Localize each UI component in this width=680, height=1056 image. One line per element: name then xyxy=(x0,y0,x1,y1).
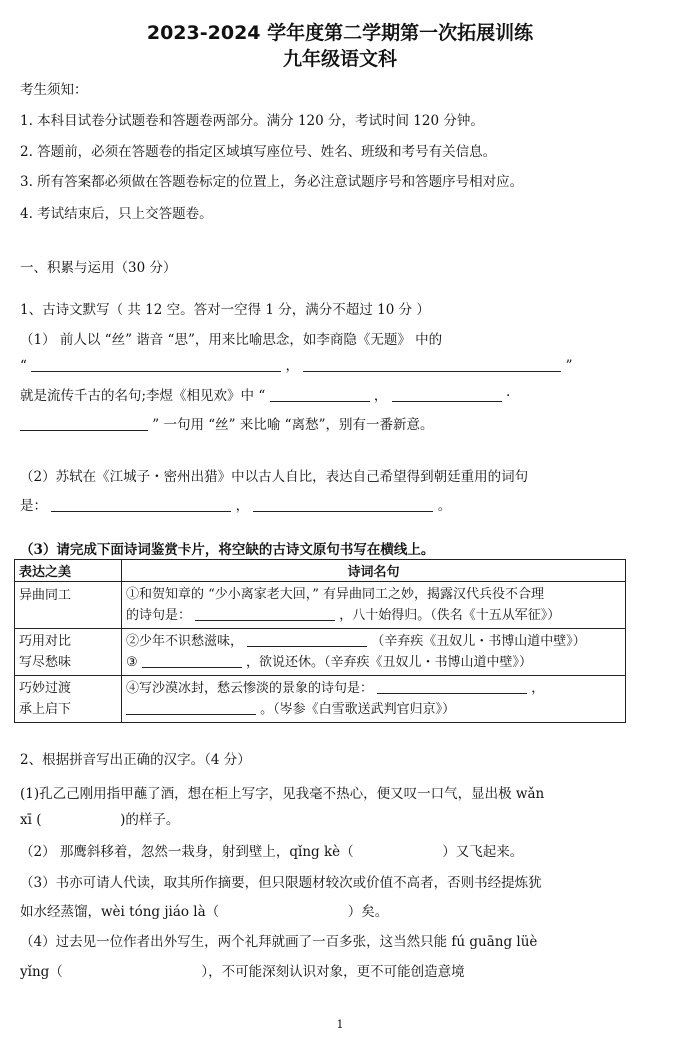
period: 。 xyxy=(437,498,452,514)
q1-part1-line2 xyxy=(20,354,573,374)
comma: ， xyxy=(373,388,388,404)
row-label: 异曲同工 xyxy=(15,582,122,629)
q2-s4-line1: （4）过去见一位作者出外写生，两个礼拜就画了一百多张，这当然只能 fú guāng lüè xyxy=(20,934,538,950)
q1-part1-line3 xyxy=(20,384,510,404)
row-label: 巧妙过渡 xyxy=(19,681,72,696)
q1-part3-stem: （3）请完成下面诗词鉴赏卡片，将空缺的古诗文原句书写在横线上。 xyxy=(20,542,435,558)
q1-part1-text: ” 一句用 “丝” 来比喻 “离愁”，别有一番新意。 xyxy=(152,417,434,433)
q2-s1-line1: (1)孔乙己刚用指甲蘸了酒，想在柜上写字，见我毫不热心，便又叹一口气，显出极 wǎn xyxy=(20,786,545,802)
row-text: ①和贺知章的 “少小离家老大回，” 有异曲同工之妙，揭露汉代兵役不合理 xyxy=(126,587,545,602)
row-label: 写尽愁味 xyxy=(19,655,72,670)
row-label: 承上启下 xyxy=(19,702,72,717)
table-header-lines: 诗词名句 xyxy=(122,560,626,582)
row-text: ③ ，欲说还休。（辛弃疾《丑奴儿・书博山道中壁》） xyxy=(126,655,532,670)
notice-item-2: 2. 答题前，必须在答题卷的指定区域填写座位号、姓名、班级和考号有关信息。 xyxy=(20,144,497,160)
notice-item-1: 1. 本科目试卷分试题卷和答题卷两部分。满分 120 分，考试时间 120 分钟。 xyxy=(20,113,484,129)
q2-stem: 2、根据拼音写出正确的汉字。（4 分） xyxy=(20,752,251,768)
q1-part1-line4 xyxy=(20,413,433,433)
row-text: ②少年不识愁滋味， （辛弃疾《丑奴儿・书博山道中壁》） xyxy=(126,634,586,649)
notice-heading: 考生须知： xyxy=(20,82,88,98)
q2-s4-line2: yǐng（ ），不可能深刻认识对象，更不可能创造意境 xyxy=(20,964,465,980)
exam-subject: 九年级语文科 xyxy=(282,48,397,70)
open-quote: “ xyxy=(20,358,27,374)
answer-blank[interactable] xyxy=(377,679,527,694)
close-quote: ” xyxy=(565,358,573,374)
answer-blank[interactable] xyxy=(195,606,335,621)
q1-part2-line2 xyxy=(20,494,451,514)
page-number: 1 xyxy=(336,1018,344,1031)
q1-part1-line1: （1） 前人以 “丝” 谐音 “思”，用来比喻思念，如李商隐《无题》 中的 xyxy=(20,332,443,348)
row-text: ④写沙漠冰封，愁云惨淡的景象的诗句是： ， xyxy=(126,681,545,696)
table-row xyxy=(15,629,626,676)
dot: · xyxy=(505,388,511,404)
answer-blank[interactable] xyxy=(142,653,242,668)
answer-blank[interactable] xyxy=(392,387,502,402)
answer-blank[interactable] xyxy=(247,632,367,647)
row-text: 的诗句是： ，八十始得归。（佚名《十五从军征》） xyxy=(126,608,561,623)
q2-s2: （2） 那鹰斜移着，忽然一栽身，射到壁上，qǐng kè（ ）又飞起来。 xyxy=(20,844,524,860)
q1-part1-text: 就是流传千古的名句;李煜《相见欢》中 “ xyxy=(20,388,266,404)
q1-part2-text: 是： xyxy=(20,498,47,514)
answer-blank[interactable] xyxy=(20,416,148,431)
answer-blank[interactable] xyxy=(270,387,370,402)
q1-stem: 1、古诗文默写（ 共 12 空。答对一空得 1 分，满分不超过 10 分 ） xyxy=(20,302,430,318)
comma: ， xyxy=(235,498,250,514)
table-row xyxy=(15,582,626,629)
q2-s3-line2: 如水经蒸馏，wèi tóng jiáo là（ ）矣。 xyxy=(20,904,389,920)
q2-s3-line1: （3）书亦可请人代读，取其所作摘要，但只限题材较次或价值不高者，否则书经提炼犹 xyxy=(20,875,542,891)
answer-blank[interactable] xyxy=(51,497,231,512)
row-label: 巧用对比 xyxy=(19,634,72,649)
row-text: 。（岑参《白雪歌送武判官归京》） xyxy=(126,699,621,720)
notice-item-4: 4. 考试结束后，只上交答题卷。 xyxy=(20,206,213,222)
q1-part2-line1: （2）苏轼在《江城子・密州出猎》中以古人自比，表达自己希望得到朝廷重用的词句 xyxy=(20,469,529,485)
notice-item-3: 3. 所有答案都必须做在答题卷标定的位置上，务必注意试题序号和答题序号相对应。 xyxy=(20,174,524,190)
table-header-expression: 表达之美 xyxy=(15,560,122,582)
answer-blank[interactable] xyxy=(303,357,561,372)
answer-blank[interactable] xyxy=(126,700,256,715)
exam-title: 2023-2024 学年度第二学期第一次拓展训练 xyxy=(146,22,534,44)
comma: ， xyxy=(285,358,299,374)
section1-heading: 一、积累与运用（30 分） xyxy=(20,260,177,276)
poetry-appreciation-card xyxy=(14,559,626,723)
table-row xyxy=(15,676,626,723)
answer-blank[interactable] xyxy=(253,497,433,512)
q2-s1-line2: xī ( )的样子。 xyxy=(20,812,180,828)
answer-blank[interactable] xyxy=(31,357,281,372)
